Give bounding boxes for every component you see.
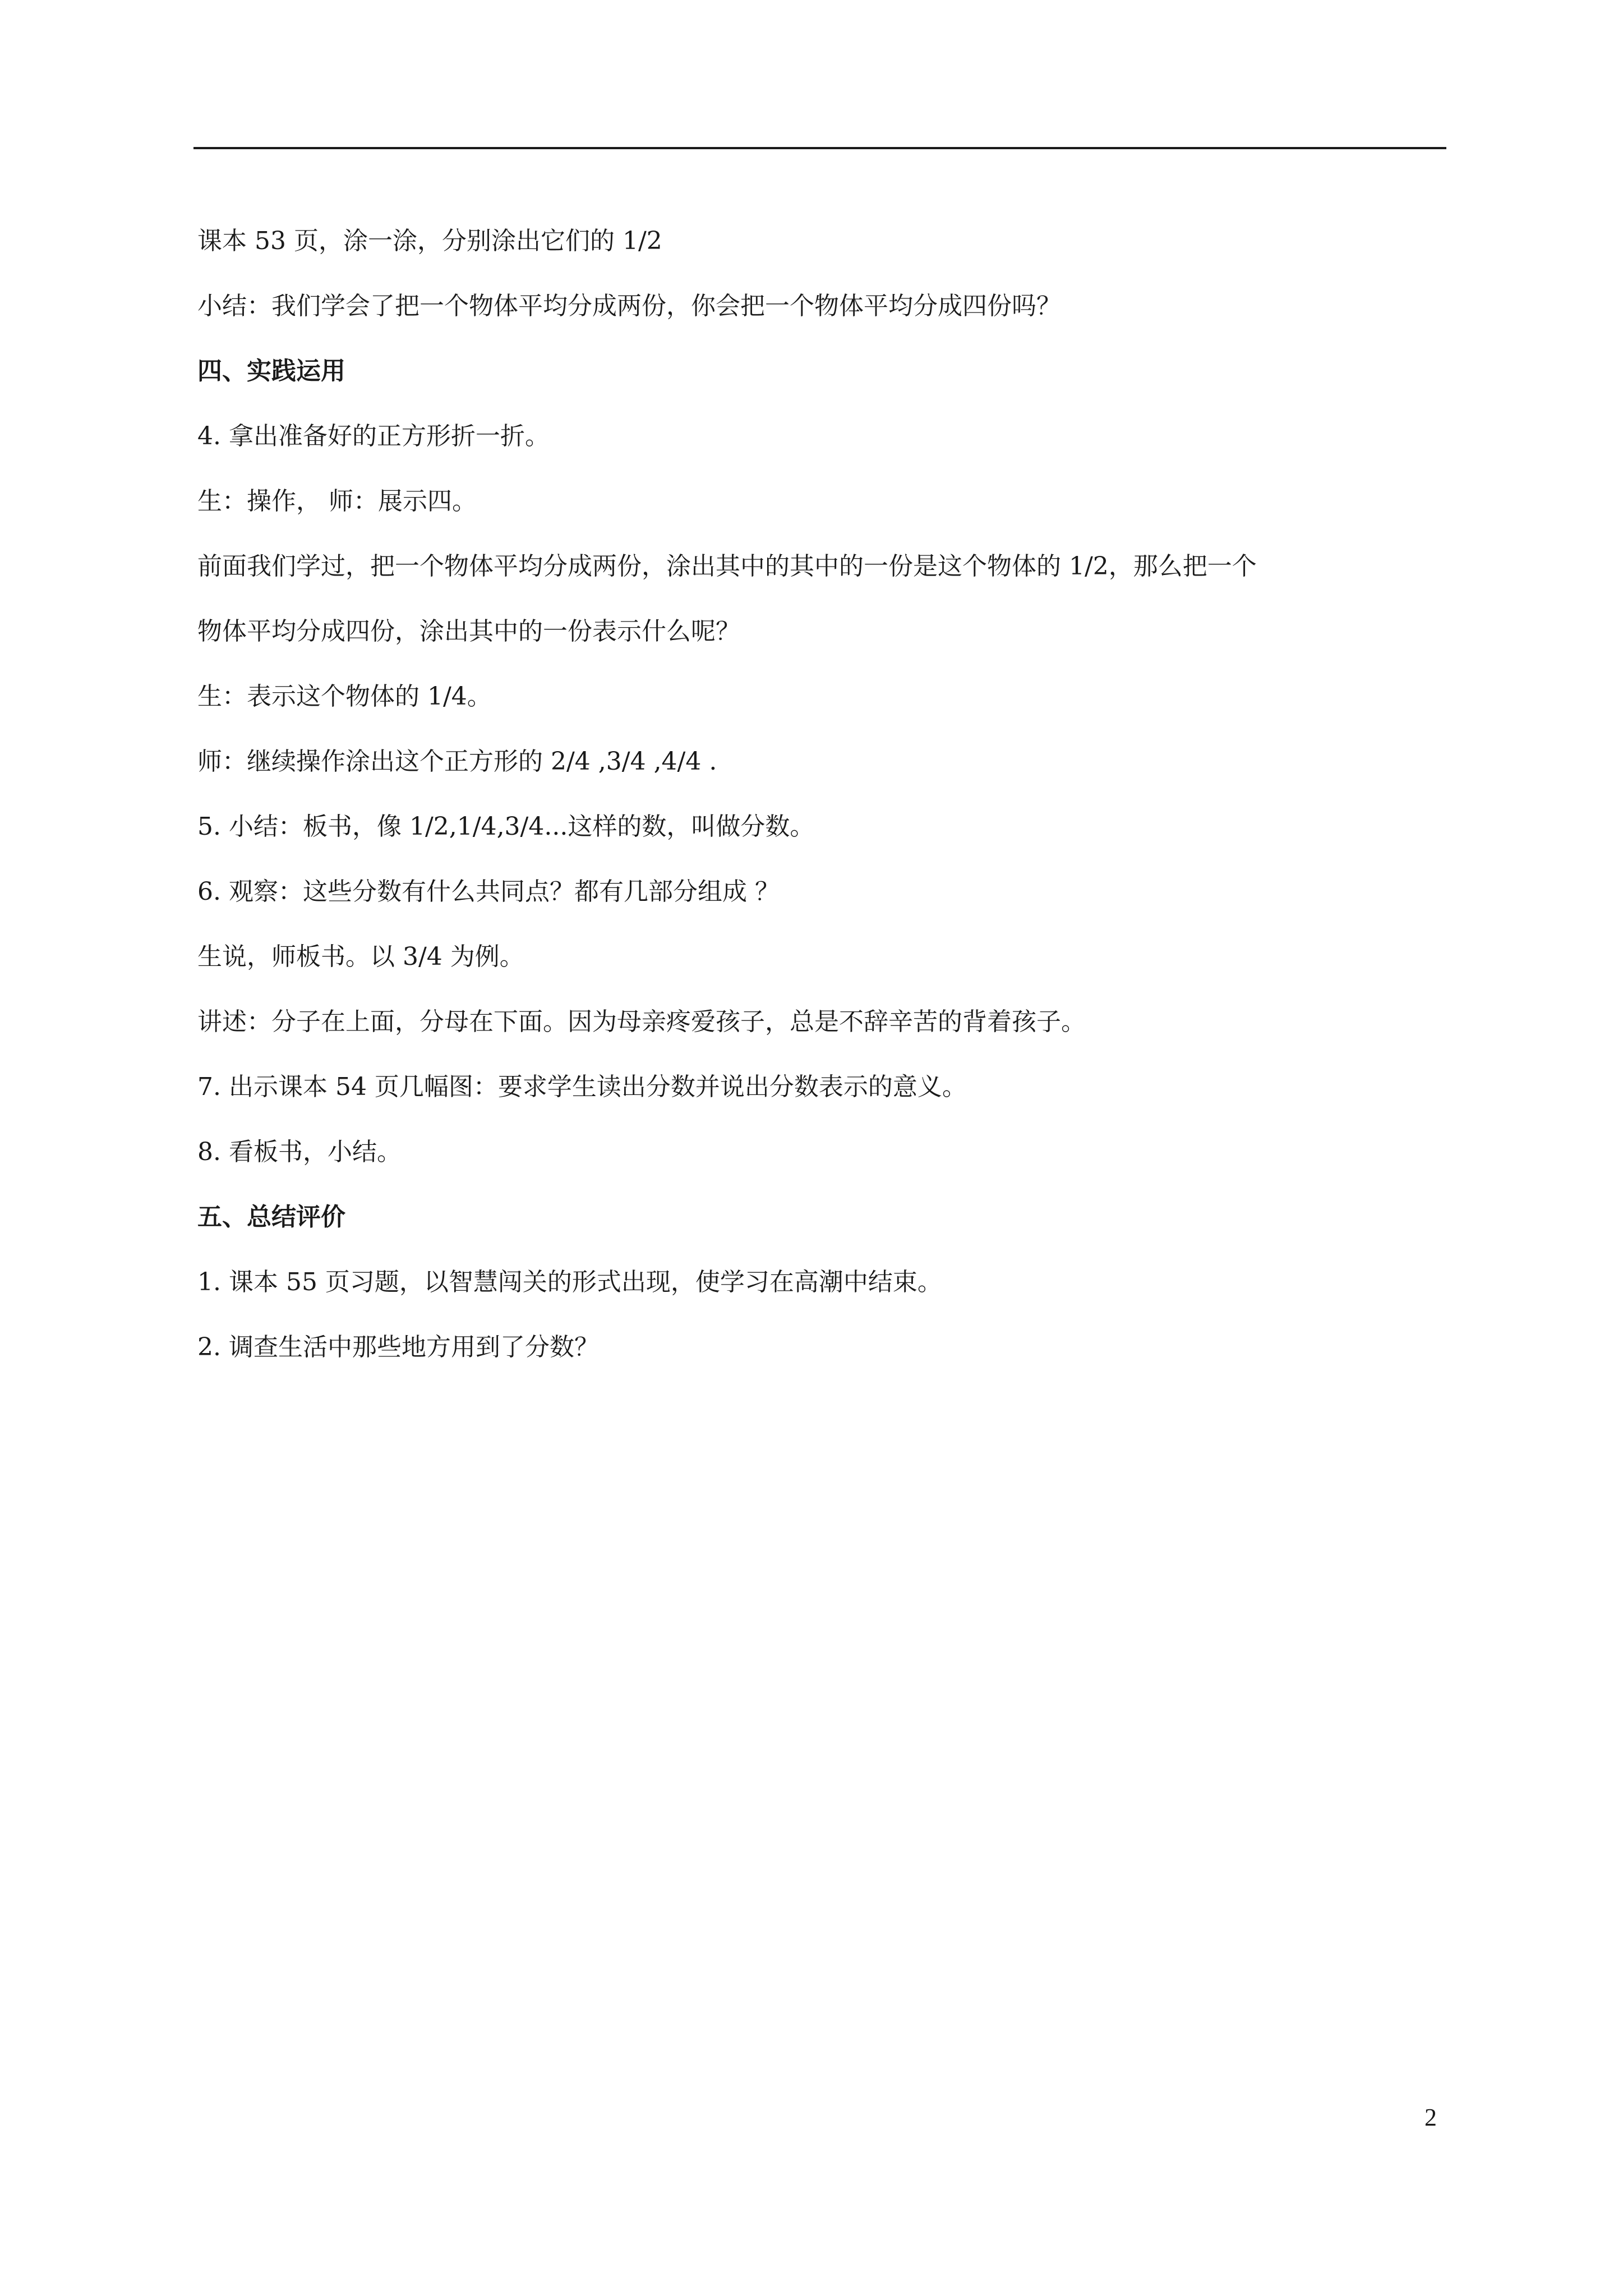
text-line: 8. 看板书，小结。 xyxy=(197,1138,402,1166)
text-line: 2. 调查生活中那些地方用到了分数？ xyxy=(197,1333,599,1361)
header-rule xyxy=(193,147,1446,149)
text-line: 师：继续操作涂出这个正方形的 2/4 ,3/4 ,4/4 . xyxy=(197,747,717,776)
document-body xyxy=(197,209,1448,1380)
text-line: 物体平均分成四份，涂出其中的一份表示什么呢？ xyxy=(197,617,740,646)
text-line: 6. 观察：这些分数有什么共同点？都有几部分组成 ？ xyxy=(197,877,780,906)
text-line: 课本 53 页，涂一涂，分别涂出它们的 1/2 xyxy=(197,227,662,255)
text-line: 小结：我们学会了把一个物体平均分成两份，你会把一个物体平均分成四份吗？ xyxy=(197,292,1061,320)
text-line: 1. 课本 55 页习题，以智慧闯关的形式出现，使学习在高潮中结束。 xyxy=(197,1268,942,1296)
text-line: 5. 小结：板书，像 1/2,1/4,3/4...这样的数，叫做分数。 xyxy=(197,812,815,841)
text-line: 生：操作， 师：展示四。 xyxy=(197,487,477,516)
text-line: 前面我们学过，把一个物体平均分成两份，涂出其中的其中的一份是这个物体的 1/2，那么把一个 xyxy=(197,552,1257,581)
text-line: 讲述：分子在上面，分母在下面。因为母亲疼爱孩子，总是不辞辛苦的背着孩子。 xyxy=(197,1007,1086,1036)
section-heading: 五、总结评价 xyxy=(197,1203,345,1231)
text-line: 7. 出示课本 54 页几幅图：要求学生读出分数并说出分数表示的意义。 xyxy=(197,1073,967,1101)
text-line: 4. 拿出准备好的正方形折一折。 xyxy=(197,422,550,450)
text-line: 生说，师板书。以 3/4 为例。 xyxy=(197,942,524,971)
section-heading: 四、实践运用 xyxy=(197,357,345,385)
text-line: 生：表示这个物体的 1/4。 xyxy=(197,682,492,711)
page-number: 2 xyxy=(1424,2104,1437,2131)
